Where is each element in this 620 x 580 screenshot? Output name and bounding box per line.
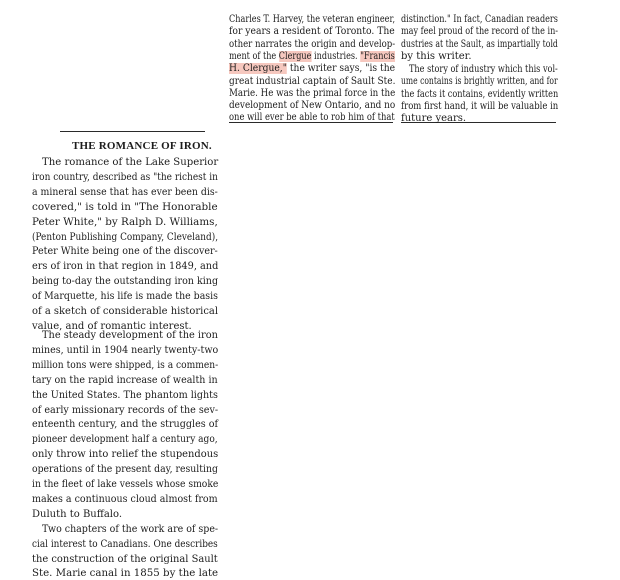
text-line: Two chapters of the work are of spe-	[42, 523, 219, 535]
text-line: from first hand, it will be valuable in	[401, 100, 559, 112]
text-line: only throw into relief the stupendous	[32, 449, 219, 461]
text-line: Charles T. Harvey, the veteran engineer,	[229, 14, 396, 25]
text-line: of early missionary records of the sev-	[32, 404, 219, 416]
text-line: distinction." In fact, Canadian readers	[401, 14, 558, 25]
text-line: being to-day the outstanding iron king	[32, 276, 219, 288]
text-line: ers of iron in that region in 1849, and	[32, 261, 219, 273]
text-line: mines, until in 1904 nearly twenty-two	[32, 344, 219, 356]
text-line: future years.	[401, 113, 467, 125]
text-line: value, and of romantic interest.	[32, 320, 192, 332]
text-run: the writer says, "is the	[286, 63, 396, 75]
text-line: development of New Ontario, and no	[229, 100, 396, 112]
text-line: by this writer.	[401, 50, 472, 62]
text-line: of Marquette, his life is made the basis	[32, 291, 218, 303]
text-line: other narrates the origin and develop-	[229, 38, 396, 50]
text-run: ment of the	[229, 50, 279, 62]
text-line: covered," is told in "The Honorable	[32, 201, 218, 213]
text-line: tary on the rapid increase of wealth in	[32, 374, 218, 386]
text-line: iron country, described as "the richest in	[32, 171, 218, 183]
text-line: the construction of the original Sault	[32, 553, 218, 565]
text-line: Duluth to Buffalo.	[32, 508, 123, 520]
text-line: of a sketch of considerable historical	[32, 306, 219, 317]
text-line: Marie. He was the primal force in the	[229, 87, 396, 99]
text-line: pioneer development half a century ago,	[32, 434, 218, 446]
text-line: Ste. Marie canal in 1855 by the late	[32, 568, 219, 580]
highlighted-text: "Francis	[360, 50, 395, 62]
text-line: operations of the present day, resulting	[32, 464, 218, 476]
highlighted-text: Clergue	[278, 50, 312, 62]
highlighted-text: H. Clergue,"	[229, 63, 287, 75]
text-line: may feel proud of the record of the in-	[401, 26, 559, 38]
text-line: ume contains is brightly written, and for	[401, 76, 558, 88]
text-line: Peter White," by Ralph D. Williams,	[32, 216, 218, 228]
text-line: enteenth century, and the struggles of	[32, 419, 219, 431]
text-line: The story of industry which this vol-	[409, 64, 558, 75]
heading-rule	[60, 131, 205, 132]
text-line	[229, 63, 395, 75]
text-line: great industrial captain of Sault Ste.	[229, 75, 396, 87]
text-line: a mineral sense that has ever been dis-	[32, 186, 218, 198]
text-line	[229, 51, 395, 63]
text-line: the facts it contains, evidently written	[401, 88, 559, 100]
text-line: cial interest to Canadians. One describes	[32, 538, 218, 550]
text-line: the United States. The phantom lights	[32, 389, 218, 401]
text-line: in the fleet of lake vessels whose smoke	[32, 479, 219, 490]
text-line: Peter White being one of the discover-	[32, 246, 218, 258]
text-line: one will ever be able to rob him of that	[229, 112, 395, 124]
article-heading: THE ROMANCE OF IRON.	[72, 140, 212, 152]
text-line: makes a continuous cloud almost from	[32, 493, 218, 505]
text-line: The steady development of the iron	[42, 330, 218, 341]
text-run: industries.	[311, 50, 361, 62]
text-line: (Penton Publishing Company, Cleveland),	[32, 231, 219, 243]
text-line: dustries at the Sault, as impartially told	[401, 38, 558, 50]
text-line: for years a resident of Toronto. The	[229, 26, 395, 38]
text-line: The romance of the Lake Superior	[42, 157, 219, 168]
text-line: million tons were shipped, is a commen-	[32, 359, 219, 371]
